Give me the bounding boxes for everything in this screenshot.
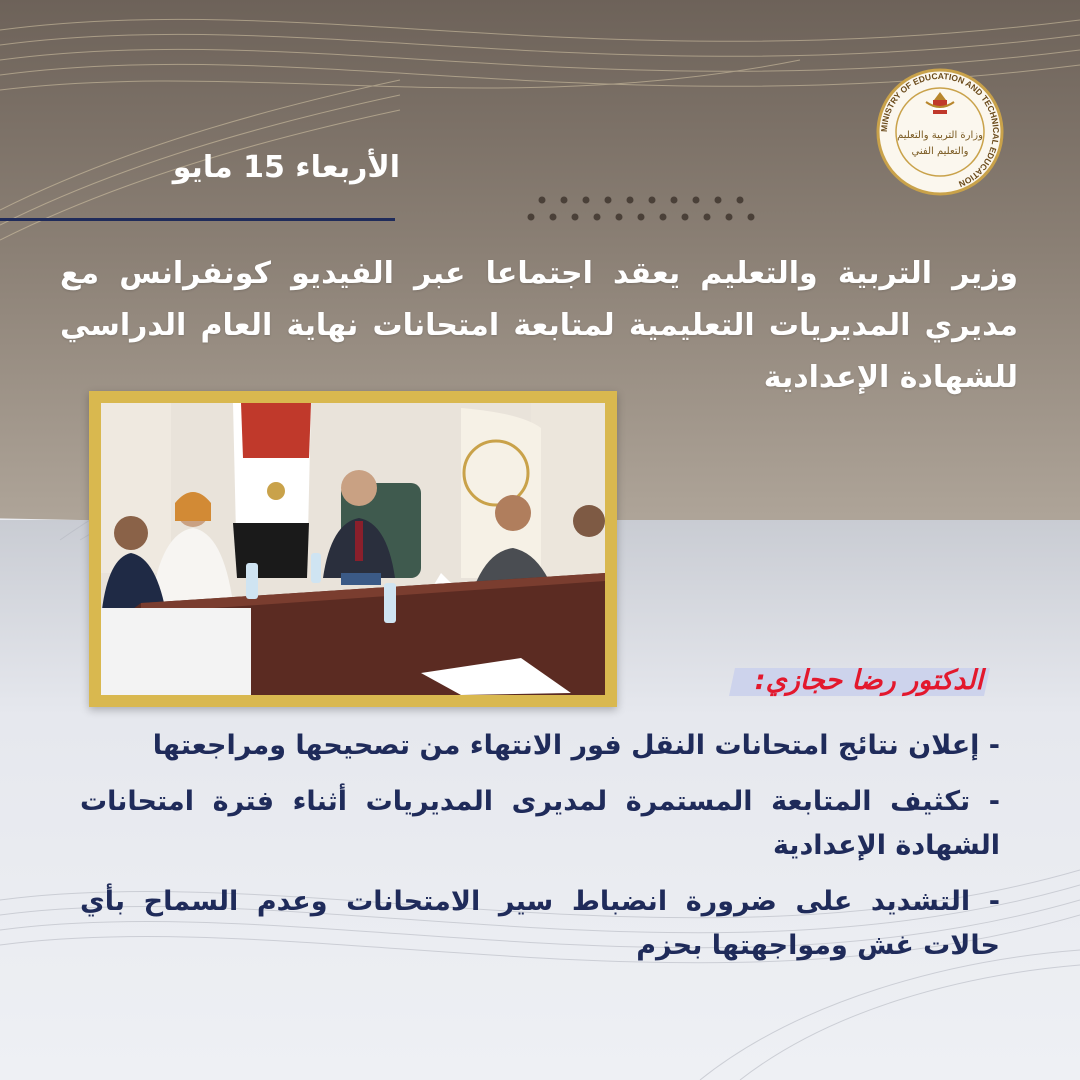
svg-text:MINISTRY OF EDUCATION AND TECH: MINISTRY OF EDUCATION AND TECHNICAL EDUCATION bbox=[878, 70, 1002, 190]
speaker-label bbox=[732, 662, 987, 700]
list-item: - التشديد على ضرورة انضباط سير الامتحانات وعدم السماح بأي حالات غش ومواجهتها بحزم bbox=[80, 886, 1000, 961]
list-item: - تكثيف المتابعة المستمرة لمديرى المديريات أثناء فترة امتحانات الشهادة الإعدادية bbox=[80, 786, 1000, 861]
date-underline bbox=[0, 218, 395, 221]
headline: وزير التربية والتعليم يعقد اجتماعا عبر الفيديو كونفرانس مع مديري المديريات التعليمية لمتابعة امتحانات نهاية العام الدراسي للشهادة الإعدادية bbox=[60, 256, 1018, 395]
ministry-logo bbox=[876, 68, 1004, 196]
list-item: - إعلان نتائج امتحانات النقل فور الانتهاء من تصحيحها ومراجعتها bbox=[152, 730, 1000, 761]
dot-divider bbox=[520, 190, 760, 230]
meeting-photo-illustration bbox=[101, 403, 605, 695]
date-label: الأربعاء 15 مايو bbox=[172, 150, 400, 185]
key-points-list bbox=[80, 724, 1000, 980]
speaker-name: الدكتور رضا حجازي: bbox=[754, 665, 983, 696]
meeting-photo bbox=[89, 391, 617, 707]
svg-text:وزارة التربية والتعليم: وزارة التربية والتعليم bbox=[897, 130, 983, 141]
svg-text:والتعليم الفني: والتعليم الفني bbox=[911, 146, 969, 157]
